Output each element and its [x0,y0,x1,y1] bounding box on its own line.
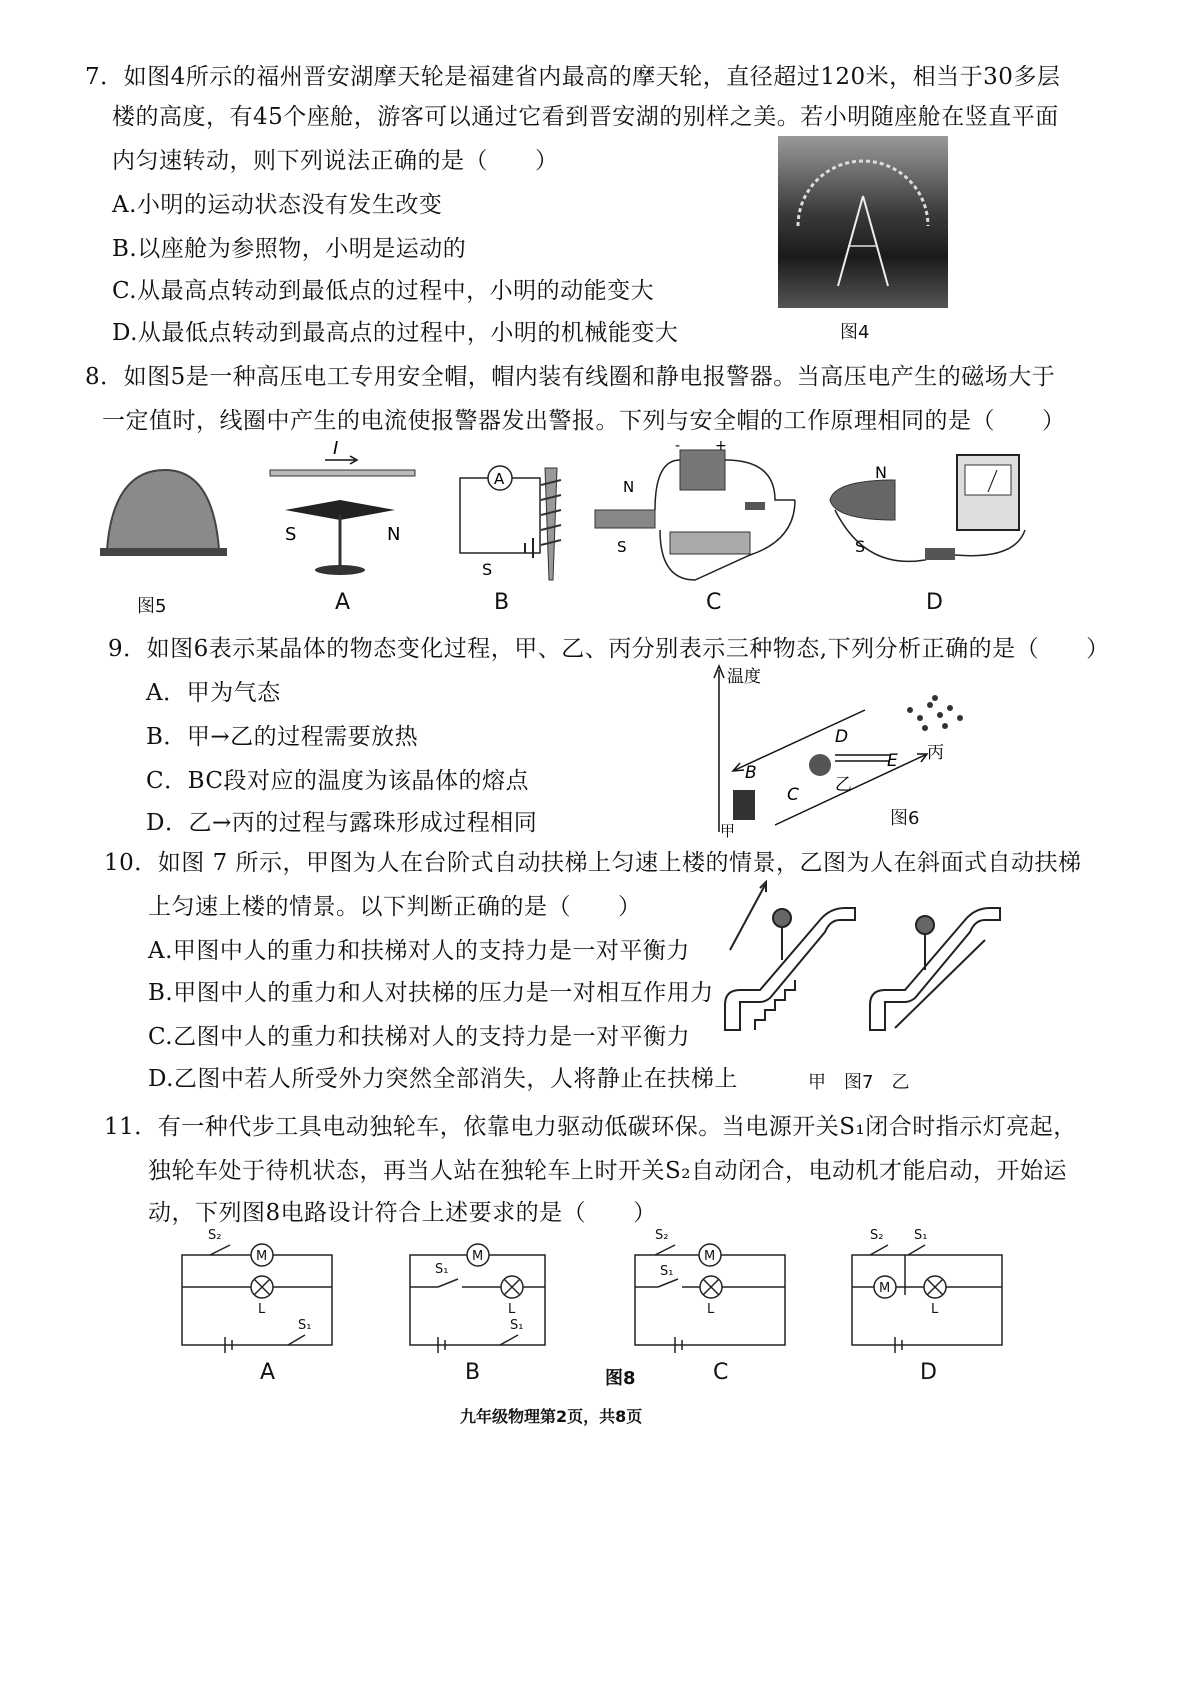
a-lamp: L [258,1302,266,1317]
c-s2: S₂ [655,1228,669,1243]
q10-option-a: A.甲图中人的重力和扶梯对人的支持力是一对平衡力 [148,938,690,964]
figure5-diagrams [95,440,1155,620]
figure6-diagram [705,660,985,840]
q7-option-c: C.从最高点转动到最低点的过程中，小明的动能变大 [112,278,655,304]
b-s1: S₁ [435,1262,449,1277]
q8-choice-a: A [335,590,351,615]
switch-label: S [482,560,493,579]
b-s1-bottom: S₁ [510,1318,524,1333]
d-north-label: N [875,463,887,482]
ferris-wheel-icon [778,136,948,308]
point-c: C [787,785,799,805]
q8-choice-b: B [494,590,510,615]
c-motor: M [704,1249,716,1264]
q7-option-a: A.小明的运动状态没有发生改变 [112,192,443,218]
q8-choice-d: D [926,590,943,615]
d-south-label: S [855,537,866,556]
q9-option-a: A．甲为气态 [146,680,281,706]
q11-line2: 独轮车处于待机状态，再当人站在独轮车上时开关S₂自动闭合，电动机才能启动，开始运 [148,1158,1067,1184]
gas-icon [907,695,963,731]
point-b: B [745,763,757,783]
south-label: S [285,524,297,545]
d-lamp: L [931,1302,939,1317]
q11-choice-b: B [465,1360,481,1385]
option-b-diagram [460,466,561,580]
q11-choice-a: A [260,1360,276,1385]
state-yi: 乙 [835,775,852,795]
d-s2: S₂ [870,1228,884,1243]
q11-choice-c: C [713,1360,729,1385]
point-d: D [835,727,849,747]
q8-choice-c: C [706,590,722,615]
figure6-caption: 图6 [890,808,920,829]
ferris-wheel-photo [778,136,948,308]
q8-line1: 8．如图5是一种高压电工专用安全帽，帽内装有线圈和静电报警器。当高压电产生的磁场大于 [85,364,1056,390]
c-lamp: L [707,1302,715,1317]
option-a-diagram [270,440,415,575]
ammeter-label: A [494,470,505,488]
q9-option-c: C．BC段对应的温度为该晶体的熔点 [146,768,530,794]
q8-line2: 一定值时，线圈中产生的电流使报警器发出警报。下列与安全帽的工作原理相同的是（ ） [102,408,1066,434]
q7-line3: 内匀速转动，则下列说法正确的是（ ） [112,148,559,174]
helmet-icon [100,470,227,552]
magnet-n-label: N [623,478,635,496]
q7-line2: 楼的高度，有45个座舱，游客可以通过它看到晋安湖的别样之美。若小明随座舱在竖直平面 [112,104,1059,130]
stair-escalator-icon [725,882,855,1030]
option-c-diagram [595,440,795,580]
north-label: N [387,524,401,545]
d-motor: M [879,1281,891,1296]
solid-icon [733,790,755,820]
figure7-caption: 甲 图7 乙 [808,1072,910,1093]
state-bing: 丙 [927,743,944,763]
ramp-escalator-icon [870,908,1000,1030]
axis-temperature-label: 温度 [727,667,761,687]
q10-option-d: D.乙图中若人所受外力突然全部消失，人将静止在扶梯上 [148,1066,738,1092]
q11-choice-d: D [920,1360,937,1385]
figure8-caption: 图8 [605,1368,636,1389]
q9-option-b: B．甲→乙的过程需要放热 [146,724,419,750]
q10-option-c: C.乙图中人的重力和扶梯对人的支持力是一对平衡力 [148,1024,691,1050]
figure5-caption: 图5 [137,596,167,617]
magnet-s-label: S [617,538,627,556]
q7-option-b: B.以座舱为参照物，小明是运动的 [112,236,467,262]
current-label: I [333,440,339,459]
c-s1: S₁ [660,1264,674,1279]
d-s1: S₁ [914,1228,928,1243]
q11-line3: 动，下列图8电路设计符合上述要求的是（ ） [148,1200,657,1226]
a-motor: M [256,1249,268,1264]
q7-option-d: D.从最低点转动到最高点的过程中，小明的机械能变大 [112,320,679,346]
b-lamp: L [508,1302,516,1317]
point-e: E [887,751,898,771]
q9-line1: 9．如图6表示某晶体的物态变化过程，甲、乙、丙分别表示三种物态,下列分析正确的是（ ） [108,636,1110,662]
minus-label: - [675,440,681,454]
b-motor: M [472,1249,484,1264]
figure4-caption: 图4 [840,322,870,343]
q7-line1: 7．如图4所示的福州晋安湖摩天轮是福建省内最高的摩天轮，直径超过120米，相当于30多层 [85,64,1061,90]
a-s1: S₁ [298,1318,312,1333]
plus-label: + [715,440,727,454]
page-footer: 九年级物理第2页，共8页 [460,1407,643,1426]
q10-option-b: B.甲图中人的重力和人对扶梯的压力是一对相互作用力 [148,980,714,1006]
q10-line1: 10．如图 7 所示，甲图为人在台阶式自动扶梯上匀速上楼的情景，乙图为人在斜面式自动扶梯 [104,850,1082,876]
figure8-circuits [170,1225,1030,1355]
q11-line1: 11．有一种代步工具电动独轮车，依靠电力驱动低碳环保。当电源开关S₁闭合时指示灯亮起， [104,1114,1077,1140]
option-d-diagram [830,455,1025,561]
liquid-icon [809,754,831,776]
figure7-escalators [720,880,1020,1060]
q10-line2: 上匀速上楼的情景。以下判断正确的是（ ） [148,894,642,920]
q9-option-d: D．乙→丙的过程与露珠形成过程相同 [146,810,538,836]
circuit-d [852,1245,1002,1353]
state-jia: 甲 [720,822,736,840]
a-s2: S₂ [208,1228,222,1243]
